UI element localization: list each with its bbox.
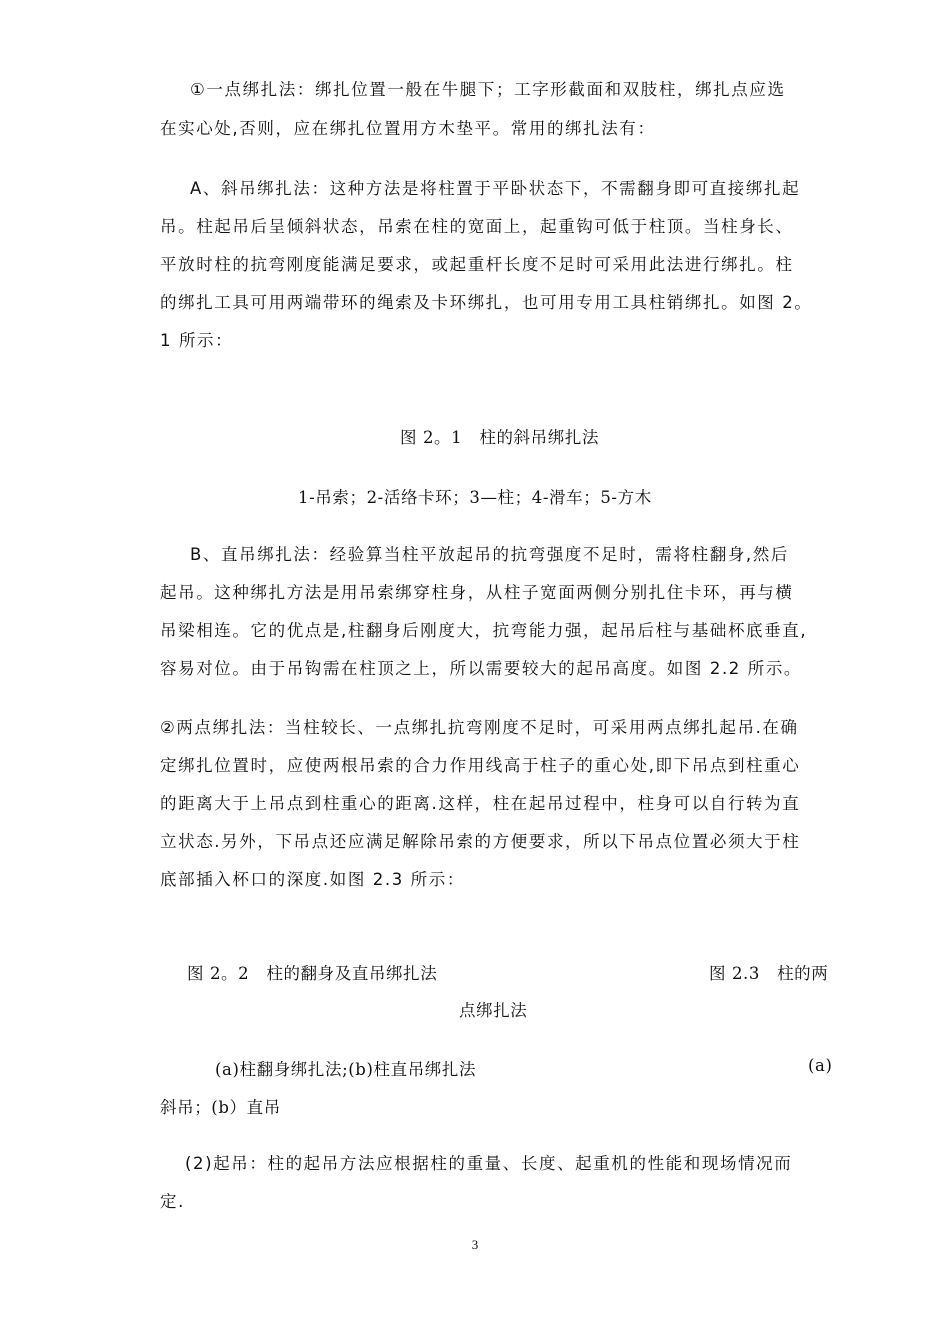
text-line: 吊。柱起吊后呈倾斜状态，吊索在柱的宽面上，起重钩可低于柱顶。当柱身长、	[160, 217, 794, 236]
figure-subcaption: (a)	[808, 1056, 833, 1075]
text-line: 平放时柱的抗弯刚度能满足要求，或起重杆长度不足时可采用此法进行绑扎。柱	[160, 255, 794, 274]
figure-caption: 图 2。1 柱的斜吊绑扎法	[400, 428, 600, 447]
text-line: 在实心处,否则，应在绑扎位置用方木垫平。常用的绑扎法有：	[160, 119, 656, 138]
text-line: 底部插入杯口的深度.如图 2.3 所示：	[160, 870, 465, 889]
text-line: B、直吊绑扎法：经验算当柱平放起吊的抗弯强度不足时，需将柱翻身,然后	[190, 545, 789, 564]
text-line: 的绑扎工具可用两端带环的绳索及卡环绑扎，也可用专用工具柱销绑扎。如图 2。	[160, 293, 813, 312]
figure-subcaption: 斜吊；(b）直吊	[160, 1098, 281, 1117]
text-line: A、斜吊绑扎法：这种方法是将柱置于平卧状态下，不需翻身即可直接绑扎起	[190, 179, 801, 198]
figure-subcaption: (a)柱翻身绑扎法;(b)柱直吊绑扎法	[215, 1060, 477, 1079]
page-number: 3	[471, 1237, 479, 1252]
text-line: 1 所示：	[160, 331, 234, 350]
figure-legend: 1-吊索；2-活络卡环；3—柱；4-滑车；5-方木	[298, 488, 652, 507]
text-line: 吊梁相连。它的优点是,柱翻身后刚度大，抗弯能力强，起吊后柱与基础杯底垂直,	[160, 621, 808, 640]
text-line: 定绑扎位置时，应使两根吊索的合力作用线高于柱子的重心处,即下吊点到柱重心	[160, 756, 801, 775]
text-line: 立状态.另外，下吊点还应满足解除吊索的方便要求，所以下吊点位置必须大于柱	[160, 832, 801, 851]
text-line: 容易对位。由于吊钩需在柱顶之上，所以需要较大的起吊高度。如图 2.2 所示。	[160, 659, 803, 678]
figure-caption: 图 2.3 柱的两	[709, 964, 829, 983]
text-line: ②两点绑扎法：当柱较长、一点绑扎抗弯刚度不足时，可采用两点绑扎起吊.在确	[160, 718, 799, 737]
text-line: 起吊。这种绑扎方法是用吊索绑穿柱身，从柱子宽面两侧分别扎住卡环，再与横	[160, 583, 794, 602]
text-line: 的距离大于上吊点到柱重心的距离.这样，柱在起吊过程中，柱身可以自行转为直	[160, 794, 801, 813]
figure-caption: 图 2。2 柱的翻身及直吊绑扎法	[187, 964, 438, 983]
figure-caption: 点绑扎法	[459, 1001, 528, 1020]
text-line: 定.	[160, 1192, 185, 1211]
text-line: ①一点绑扎法：绑扎位置一般在牛腿下；工字形截面和双肢柱，绑扎点应选	[190, 80, 786, 99]
text-line: (2)起吊：柱的起吊方法应根据柱的重量、长度、起重机的性能和现场情况而	[185, 1154, 793, 1173]
